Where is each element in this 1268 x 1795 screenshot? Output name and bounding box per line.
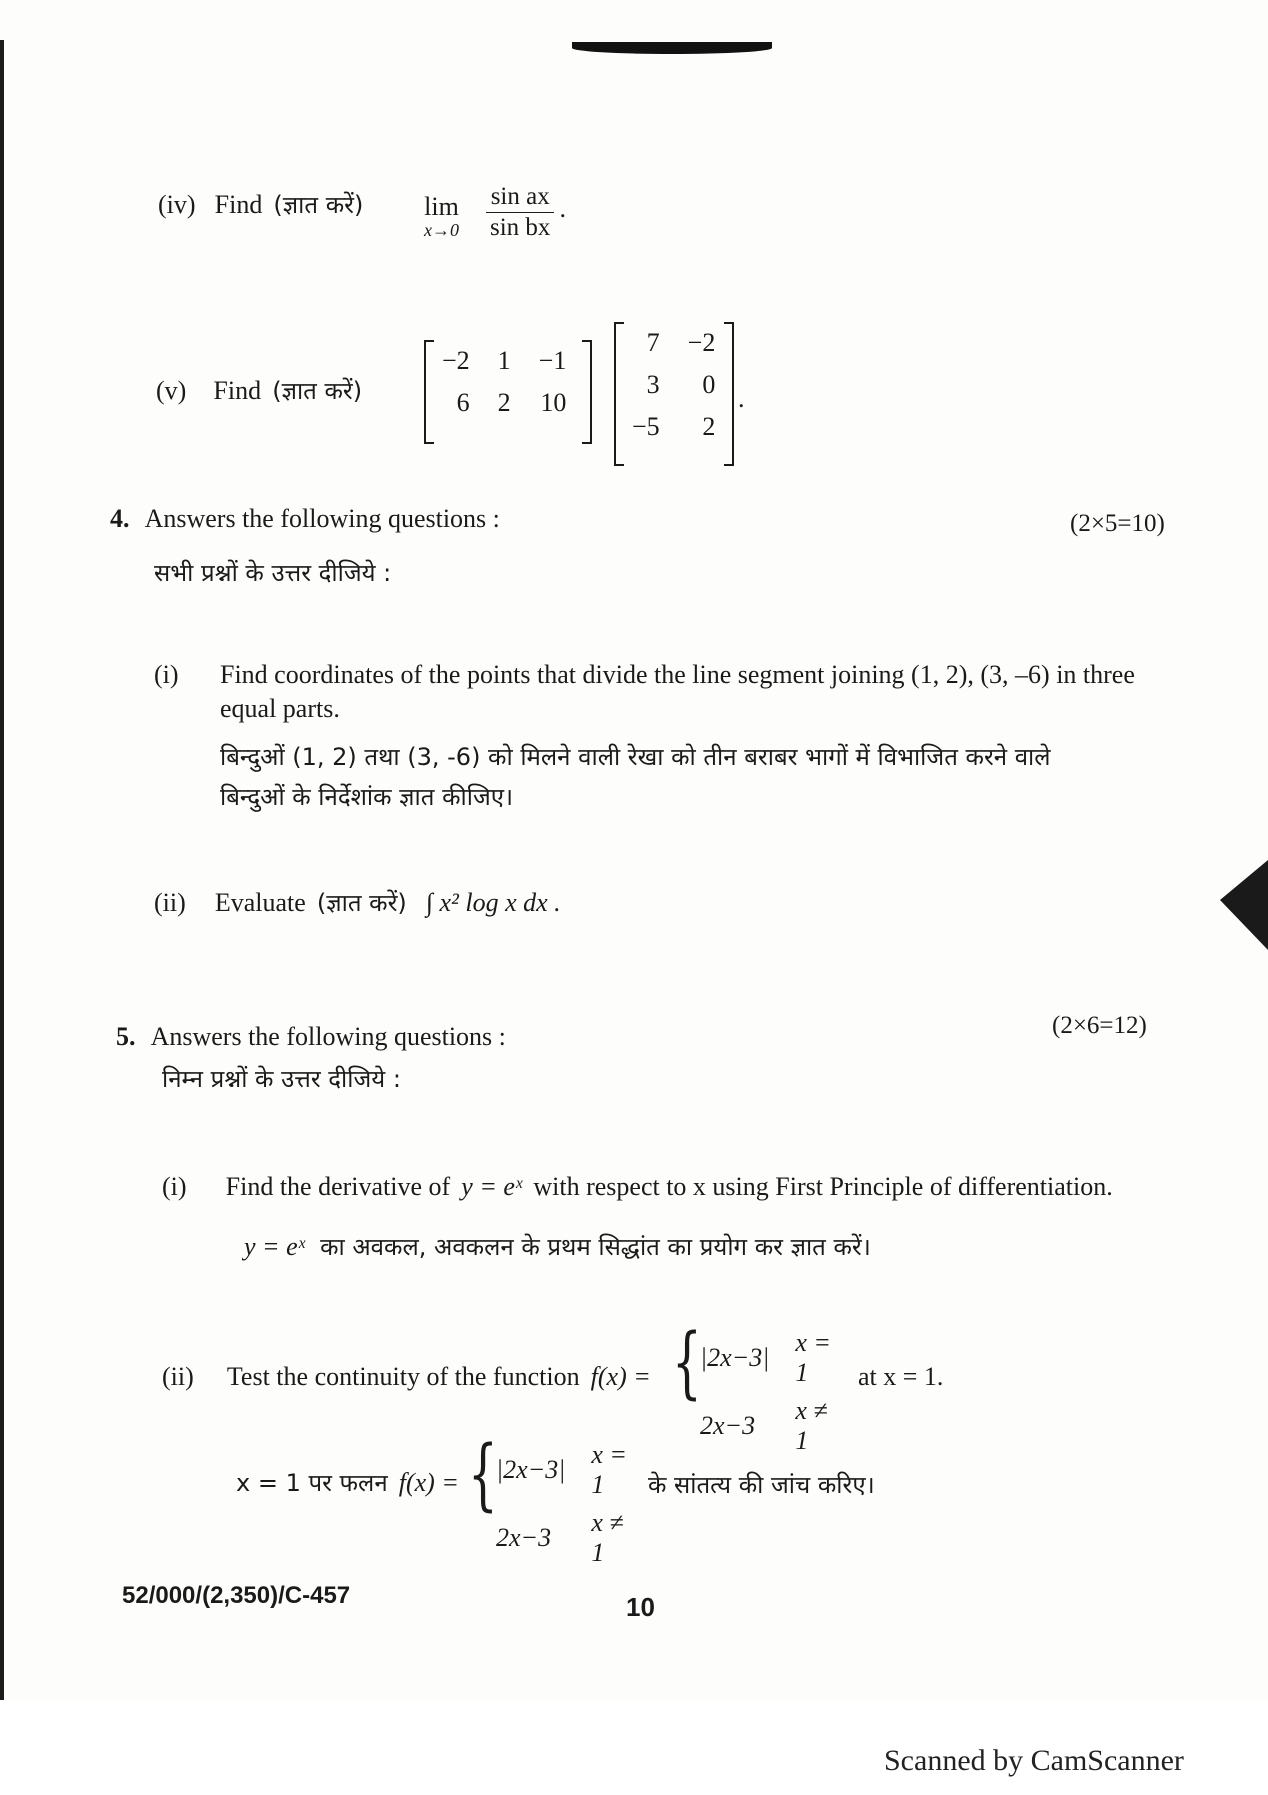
piecewise-case-cond: x = 1 <box>591 1440 627 1499</box>
q5-ii-english-post: at x = 1. <box>858 1362 944 1391</box>
q5-i-hindi-expression: y = eˣ <box>244 1232 305 1261</box>
piecewise-case-cond: x ≠ 1 <box>795 1396 828 1455</box>
q5-number: 5. <box>116 1022 136 1051</box>
q4-i-english-line1: Find coordinates of the points that divide the line segment joining (1, 2), (3, –6) in three <box>220 660 1135 689</box>
q4-hindi-title: सभी प्रश्नों के उत्तर दीजिये : <box>154 559 392 587</box>
fraction-numerator: sin ax <box>486 182 554 213</box>
matrix-b-cell: 0 <box>702 370 716 399</box>
q4-i-hindi-line2: बिन्दुओं के निर्देशांक ज्ञात कीजिए। <box>220 783 514 811</box>
matrix-b-cell: 7 <box>646 328 660 357</box>
q4-ii-hindi-find: (ज्ञात करें) <box>316 889 407 917</box>
q5-ii-hindi-pre: x = 1 पर फलन <box>236 1469 388 1497</box>
q4-i-hindi-line1: बिन्दुओं (1, 2) तथा (3, -6) को मिलने वाली रेखा को तीन बराबर भागों में विभाजित करने वाले <box>220 743 1051 771</box>
limit-expression <box>424 194 459 241</box>
q4-title: Answers the following questions : <box>144 504 500 533</box>
matrix-b-cell: 3 <box>646 370 660 399</box>
q5-i-hindi <box>244 1230 871 1263</box>
q5-i-expression: y = eˣ <box>461 1172 523 1201</box>
q3-v-find: Find <box>213 376 262 405</box>
q3-iv-period: . <box>559 194 567 223</box>
q4-ii-evaluate: Evaluate <box>214 888 306 917</box>
matrix-b <box>614 322 734 466</box>
piecewise-function <box>672 1318 852 1455</box>
q5-hindi-title: निम्न प्रश्नों के उत्तर दीजिये : <box>162 1065 401 1093</box>
q3-iv <box>158 188 363 221</box>
q5-ii-hindi <box>236 1466 459 1499</box>
matrix-a-cell: 2 <box>497 388 511 417</box>
q5-i-english-pre: Find the derivative of <box>225 1172 451 1201</box>
page-number: 10 <box>626 1592 655 1622</box>
scanner-watermark: Scanned by CamScanner <box>884 1744 1184 1777</box>
q3-iv-find: Find <box>214 190 263 219</box>
q4-heading <box>110 504 500 534</box>
piecewise-function-hindi <box>468 1430 648 1567</box>
q5-heading <box>116 1022 506 1052</box>
brace-icon: { <box>468 1430 498 1520</box>
brace-icon: { <box>672 1318 702 1408</box>
q5-i-english-post: with respect to x using First Principle of differentiation. <box>533 1172 1113 1201</box>
matrix-a-cell: −1 <box>538 346 567 375</box>
q3-iv-number: (iv) <box>158 190 196 219</box>
q5-ii-fx: f(x) = <box>590 1362 651 1391</box>
piecewise-case-expr: |2x−3| <box>496 1455 566 1484</box>
q4-i-number: (i) <box>154 660 179 689</box>
q4-ii <box>154 886 561 919</box>
q5-ii-hindi-fx: f(x) = <box>398 1468 459 1497</box>
matrix-b-cell: −5 <box>632 412 660 441</box>
matrix-a-cell: 1 <box>497 346 511 375</box>
q3-v-period: . <box>738 384 745 413</box>
q3-v-hindi-find: (ज्ञात करें) <box>272 377 363 405</box>
lim-subscript: x→0 <box>424 220 459 240</box>
q5-ii-number: (ii) <box>162 1362 194 1391</box>
q5-i-number: (i) <box>162 1172 187 1201</box>
q4-number: 4. <box>110 504 130 533</box>
scan-torn-edge <box>1220 860 1268 950</box>
lim-label: lim <box>424 192 459 221</box>
matrix-a-cell: −2 <box>442 346 470 375</box>
scan-edge-shadow <box>0 40 4 1700</box>
q5-marks: (2×6=12) <box>1052 1012 1147 1039</box>
q5-ii-english-pre: Test the continuity of the function <box>226 1362 580 1391</box>
piecewise-case-cond: x = 1 <box>795 1328 831 1387</box>
q4-ii-number: (ii) <box>154 888 186 917</box>
q5-ii <box>162 1362 651 1392</box>
q4-i-english-line2: equal parts. <box>220 694 340 723</box>
q3-v <box>156 374 362 407</box>
q5-title: Answers the following questions : <box>150 1022 506 1051</box>
integral-expression: ∫ x² log x dx . <box>425 888 561 917</box>
matrix-a-cell: 10 <box>540 388 567 417</box>
fraction-denominator: sin bx <box>490 214 551 241</box>
matrix-b-cell: 2 <box>702 412 716 441</box>
q5-i <box>162 1172 1113 1202</box>
q5-i-hindi-text: का अवकल, अवकलन के प्रथम सिद्धांत का प्रयोग कर ज्ञात करें। <box>320 1233 871 1261</box>
q3-v-number: (v) <box>156 376 187 405</box>
q4-marks: (2×5=10) <box>1070 510 1165 537</box>
paper-code: 52/000/(2,350)/C-457 <box>122 1582 351 1609</box>
piecewise-case-cond: x ≠ 1 <box>591 1508 624 1567</box>
limit-fraction <box>486 182 566 243</box>
q5-ii-hindi-post: के सांतत्य की जांच करिए। <box>648 1471 875 1499</box>
matrix-b-cell: −2 <box>687 328 716 357</box>
piecewise-case-expr: 2x−3 <box>700 1411 756 1440</box>
piecewise-case-expr: |2x−3| <box>700 1343 770 1372</box>
scan-top-mark <box>572 42 772 54</box>
matrix-a <box>424 340 592 444</box>
matrix-a-cell: 6 <box>456 388 470 417</box>
q3-iv-hindi-find: (ज्ञात करें) <box>273 191 364 219</box>
piecewise-case-expr: 2x−3 <box>496 1523 552 1552</box>
